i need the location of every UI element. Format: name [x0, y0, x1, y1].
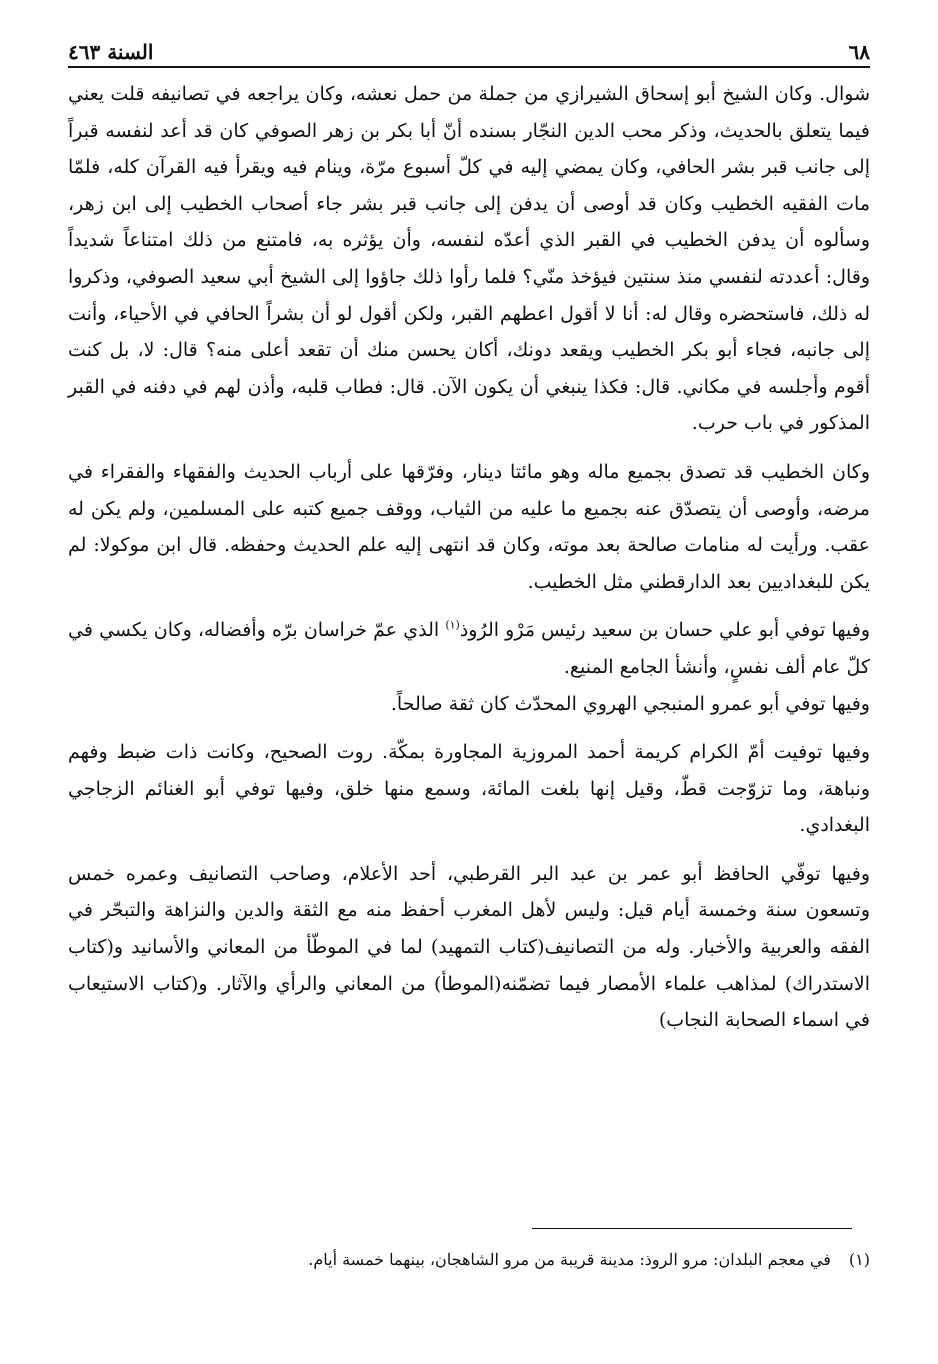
- paragraph-endowment: وكان الخطيب قد تصدق بجميع ماله وهو مائتا دينار، وفرّقها على أرباب الحديث والفقهاء والفقراء في مرضه، وأوصى أن يتصدّق عنه بجميع ما عليه من الثياب، ووقف جميع كتبه على المسلمين، ولم يكن له عقب. ورأيت له منامات صالحة بعد موته، وكان قد انتهى إليه علم الحديث وحفظه. قال ابن موكولا: لم يكن للبغداديين بعد الدارقطني مثل الخطيب.: [68, 460, 870, 593]
- hassan-text-after: الذي عمّ خراسان برّه وأفضاله، وكان يكسي في كلّ عام ألف نفسٍ، وأنشأ الجامع المنيع.: [68, 619, 870, 678]
- paragraph-abu-amr: وفيها توفي أبو عمرو المنبجي الهروي المحدّث كان ثقة صالحاً.: [390, 692, 870, 715]
- running-title: السنة ٤٦٣: [68, 40, 154, 64]
- footnote: [68, 1246, 870, 1274]
- header-rule: [68, 66, 870, 68]
- paragraph-karima: وفيها توفيت أمّ الكرام كريمة أحمد المروزية المجاورة بمكّة. روت الصحيح، وكانت ذات ضبط وفهم ونباهة، وما تزوّجت قطّ، وقيل إنها بلغت المائة، وسمع منها خلق، وفيها توفي أبو الغنائم الزجاجي البغدادي.: [68, 741, 870, 837]
- page-header: [68, 34, 870, 64]
- footnote-reference[interactable]: (١): [445, 618, 460, 632]
- hassan-text-before: وفيها توفي أبو علي حسان بن سعيد رئيس مَرْو الرُوذ: [459, 619, 870, 642]
- footnote-text: في معجم البلدان: مرو الروذ: مدينة قريبة من مرو الشاهجان، بينهما خمسة أيام.: [308, 1250, 831, 1269]
- paragraph-burial: شوال. وكان الشيخ أبو إسحاق الشيرازي من جملة من حمل نعشه، وكان يراجعه في تصانيفه قلت يعني فيما يتعلق بالحديث، وذكر محب الدين النجّار بسنده أنّ أبا بكر بن زهر الصوفي كان قد أعد لنفسه قبراً إلى جانب قبر بشر الحافي، وكان يمضي إليه في كلّ أسبوع مرّة، وينام فيه ويقرأ فيه القرآن كله، فلمّا مات الفقيه الخطيب وكان قد أوصى أن يدفن إلى جانب قبر بشر جاء أصحاب الخطيب إلى ابن زهر، وسألوه أن يدفن الخطيب في القبر الذي أعدّه لنفسه، وأن يؤثره به، فامتنع من ذلك امتناعاً شديداً وقال: أعددته لنفسي منذ سنتين فيؤخذ منّي؟ فلما رأوا ذلك جاؤوا إلى الشيخ أبي سعيد الصوفي، وذكروا له ذلك، فاستحضره وقال له: أنا لا أقول اعطهم القبر، ولكن أقول لو أن بشراً الحافي في الأحياء، وأنت إلى جانبه، فجاء أبو بكر الخطيب ويقعد دونك، أكان يحسن منك أن تقعد أعلى منه؟ قال: لا، بل كنت أقوم وأجلسه في مكاني. قال: فكذا ينبغي أن يكون الآن. قال: فطاب قلبه، وأذن لهم في دفنه في القبر المذكور في باب حرب.: [68, 83, 870, 435]
- footnote-rule: [532, 1228, 852, 1229]
- paragraph-hassan: [68, 612, 870, 685]
- page-number: ٦٨: [848, 40, 870, 64]
- page-body: [68, 76, 870, 1051]
- footnote-mark: (١): [848, 1250, 870, 1269]
- paragraph-ibn-abd-al-barr: وفيها توفّي الحافظ أبو عمر بن عبد البر القرطبي، أحد الأعلام، وصاحب التصانيف وعمره خمس وتسعون سنة وخمسة أيام قيل: وليس لأهل المغرب أحفظ منه مع الثقة والدين والنزاهة والتبحّر في الفقه والعربية والأخبار. وله من التصانيف(كتاب التمهيد) لما في الموطّأ من المعاني والأسانيد و(كتاب الاستدراك) لمذاهب علماء الأمصار فيما تضمّنه(الموطأ) من المعاني والرأي والآثار. و(كتاب الاستيعاب في اسماء الصحابة النجاب): [68, 862, 870, 1032]
